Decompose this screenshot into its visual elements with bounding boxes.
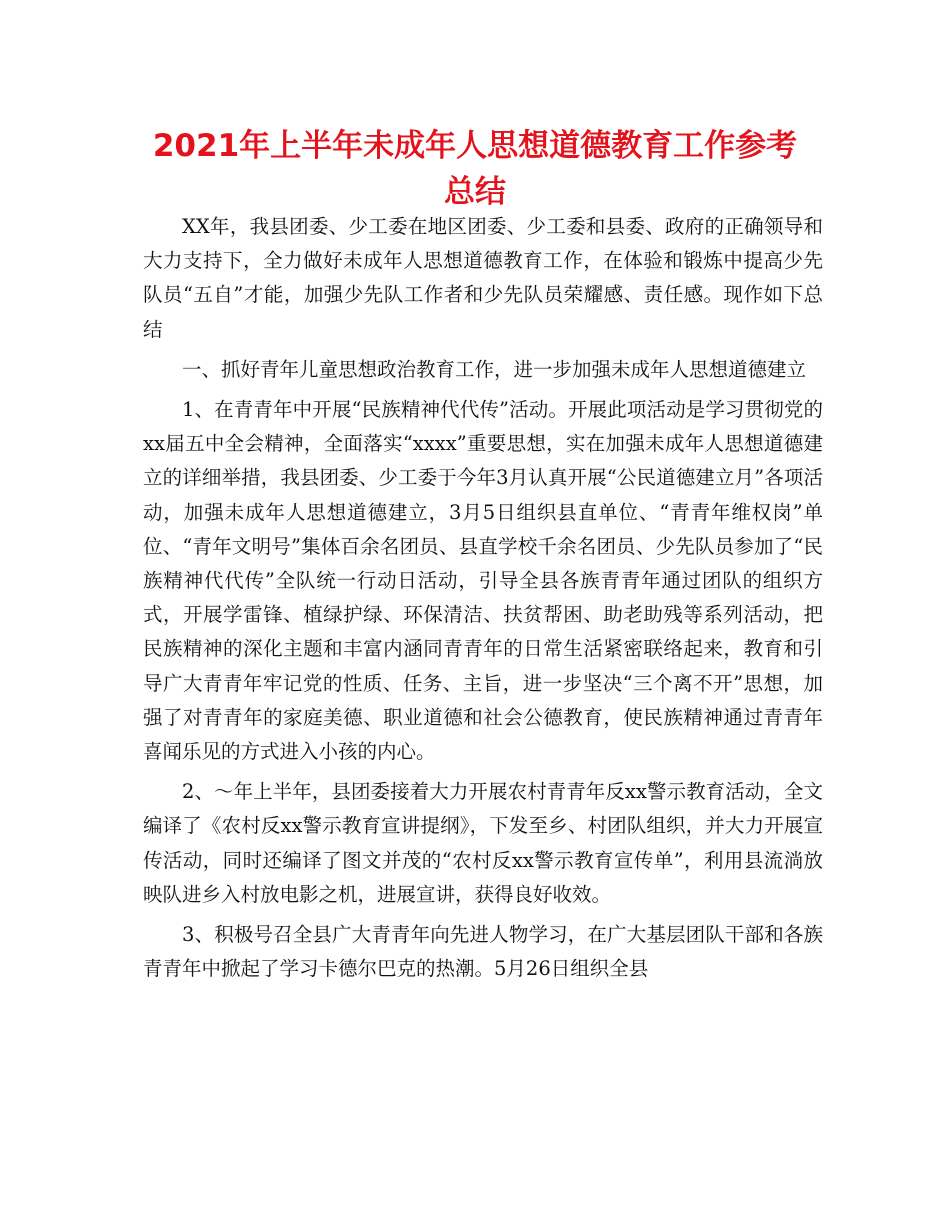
paragraph-item-1: 1、在青青年中开展“民族精神代代传”活动。开展此项活动是学习贯彻党的xx届五中全会精神，全面落实“xxxx”重要思想，实在加强未成年人思想道德建立的详细举措，我县团委、少工委于今年3月认真开展“公民道德建立月”各项活动，加强未成年人思想道德建立，3月5日组织县直单位、“青青年维权岗”单位、“青年文明号”集体百余名团员、县直学校千余名团员、少先队员参加了“民族精神代代传”全队统一行动日活动，引导全县各族青青年通过团队的组织方式，开展学雷锋、植绿护绿、环保清洁、扶贫帮困、助老助残等系列活动，把民族精神的深化主题和丰富内涵同青青年的日常生活紧密联络起来，教育和引导广大青青年牢记党的性质、任务、主旨，进一步坚决“三个离不开”思想，加强了对青青年的家庭美德、职业道德和社会公德教育，使民族精神通过青青年喜闻乐见的方式进入小孩的内心。 [143,398,823,764]
document-body [143,210,823,986]
paragraph-item-2: 2、～年上半年，县团委接着大力开展农村青青年反xx警示教育活动，全文编译了《农村反xx警示教育宣讲提纲》，下发至乡、村团队组织，并大力开展宣传活动，同时还编译了图文并茂的“农村反xx警示教育宣传单”，利用县流淌放映队进乡入村放电影之机，进展宣讲，获得良好收效。 [143,780,823,906]
paragraph-intro: XX年，我县团委、少工委在地区团委、少工委和县委、政府的正确领导和大力支持下，全力做好未成年人思想道德教育工作，在体验和锻炼中提高少先队员“五自”才能，加强少先队工作者和少先队员荣耀感、责任感。现作如下总结 [143,215,823,341]
document-title-line-2: 总结 [444,174,506,210]
document-title-line-1: 2021年上半年未成年人思想道德教育工作参考 [152,128,798,164]
paragraph-section-heading: 一、抓好青年儿童思想政治教育工作，进一步加强未成年人思想道德建立 [182,357,807,381]
paragraph-item-3: 3、积极号召全县广大青青年向先进人物学习，在广大基层团队干部和各族青青年中掀起了学习卡德尔巴克的热潮。5月26日组织全县 [143,923,823,981]
